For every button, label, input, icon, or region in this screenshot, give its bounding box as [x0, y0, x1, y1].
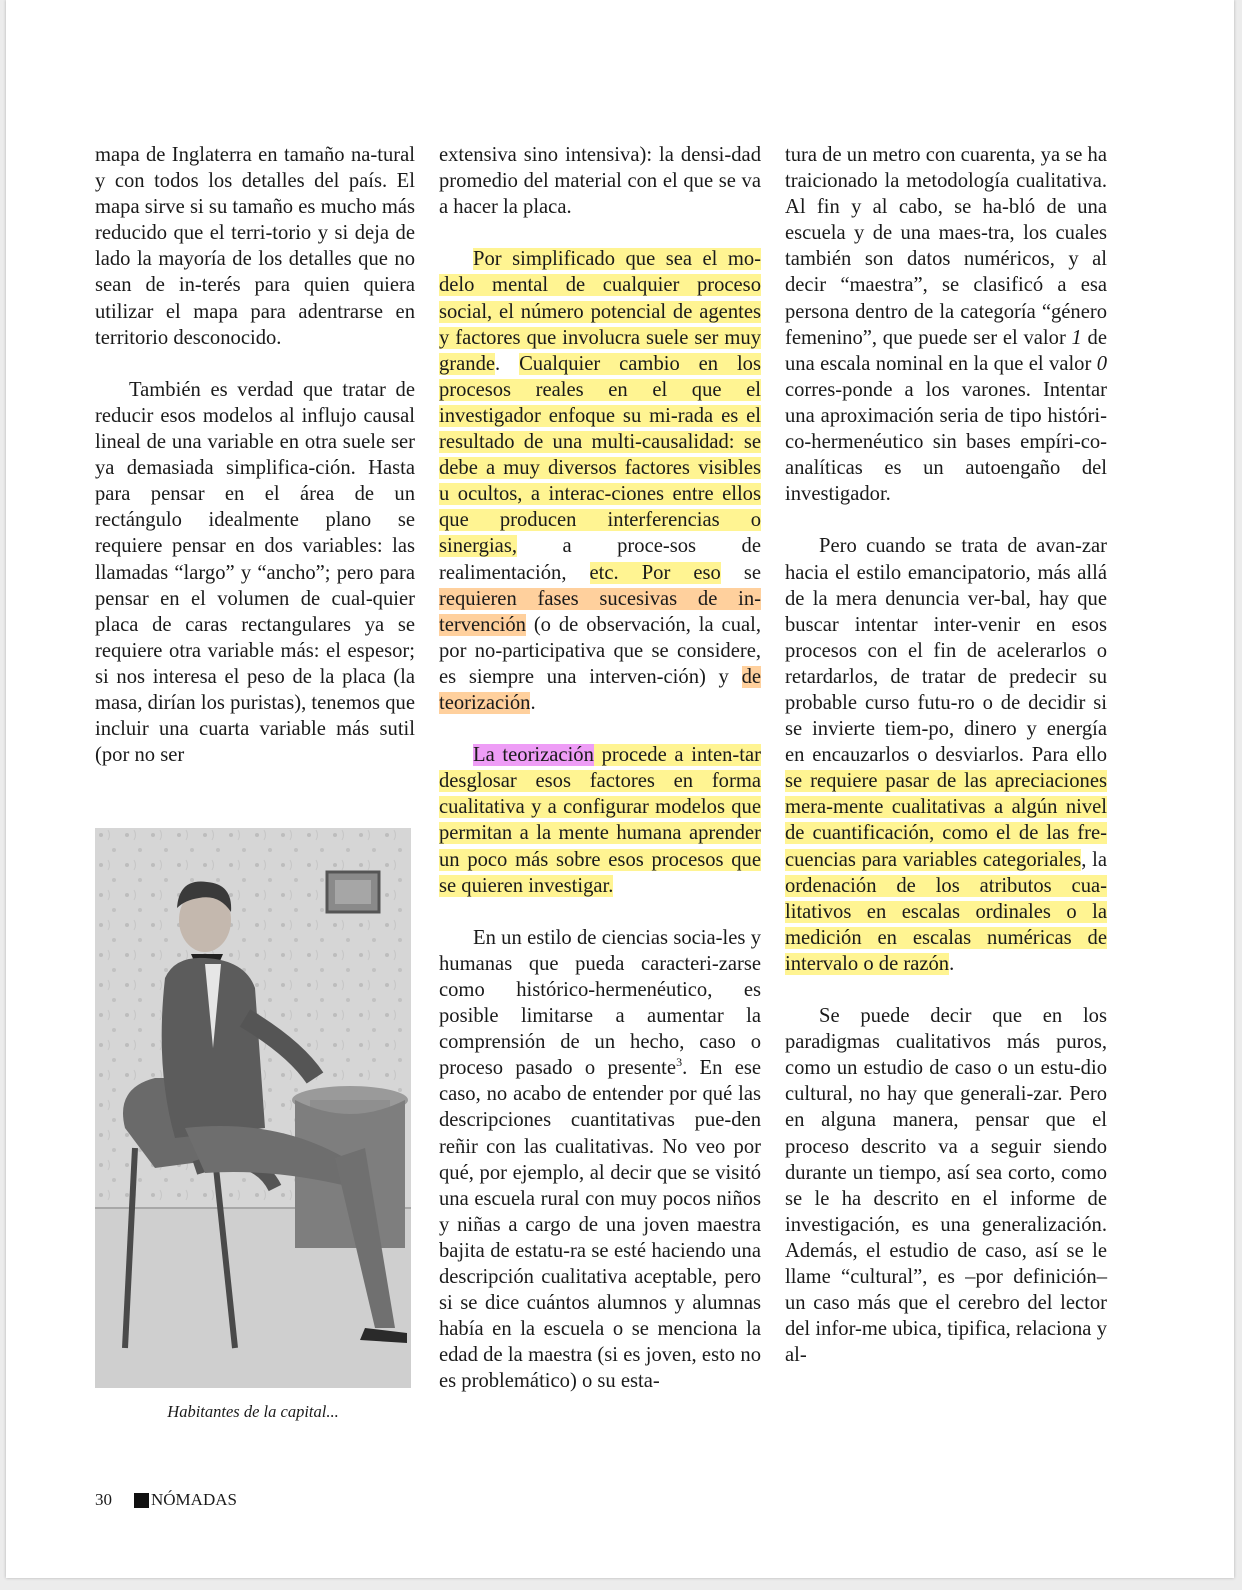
illustration-seated-man [95, 828, 411, 1388]
text-run: se [720, 561, 761, 584]
text-run: . [495, 352, 520, 375]
paragraph: extensiva sino intensiva): la densi-dad promedio del material con el que se va a hacer la placa. [439, 144, 761, 219]
paragraph: Se puede decir que en los paradigmas cualitativos más puros, como un estudio de caso o un estu-dio cultural, no hay que generali-zar. Pero en alguna manera, pensar que el proceso descrito va a seguir siendo durante un tiempo, así sea corto, como se le ha descrito en el informe de investigación, es una generalización. Además, el estudio de caso, así se le llame “cultural”, es –por definición– un caso más que el cerebro del lector del infor-me ubica, tipifica, relaciona y al- [785, 1005, 1107, 1367]
paragraph [785, 142, 1107, 507]
highlight-yellow: se requiere pasar de las apreciaciones mera-mente cualitativas a algún nivel de cuantificación, como el de las fre-cuencias para variables categoriales [785, 770, 1107, 871]
journal-name: NÓMADAS [151, 1490, 237, 1509]
text-run: (o de observación, la cual, por no-participativa que se considere, es siempre una interven-ción) y [439, 613, 761, 688]
text-run: a proce-sos de realimentación, [439, 535, 761, 584]
text-run: corres-ponde a los varones. Intentar una aproximación seria de tipo históri-co-hermenéutico sin bases empíri-co-analíticas es un autoengaño del investigador. [785, 378, 1107, 506]
highlight-yellow: ordenación de los atributos cua-litativos en escalas ordinales o la medición en escalas numéricas de intervalo o de razón [785, 874, 1107, 975]
highlight-orange: requieren fases sucesivas de in-tervención [439, 587, 761, 636]
text-column-2 [439, 142, 761, 1421]
paragraph [439, 742, 761, 899]
text-run: . [530, 691, 536, 714]
text-run: En un estilo de ciencias socia-les y humanas que pueda caracteri-zarse como histórico-hermenéutico, es posible limitarse a aumentar la comprensión de un hecho, caso o proceso pasado o presente [439, 926, 761, 1080]
text-run: tura de un metro con cuarenta, ya se ha traicionado la metodología cualitativa. Al fin y al cabo, se ha-bló de una escuela y de una maes-tra, los cuales también son datos numéricos, y al decir “maestra”, se clasificó a esa persona dentro de la categoría “género femenino”, que puede ser el valor [785, 144, 1107, 349]
highlight-yellow: etc. Por eso [589, 561, 721, 584]
page-footer [95, 1490, 237, 1510]
figure-caption: Habitantes de la capital... [167, 1402, 339, 1421]
text-run: . En ese caso, no acabo de entender por qué las descripciones cuantitativas pue-den reñir con las cualitativas. No veo por qué, por ejemplo, al decir que se visitó una escuela rural con muy pocos niños y niñas a cargo de una joven maestra bajita de estatu-ra se esté haciendo una descripción cualitativa aceptable, pero si se dice cuántos alumnos y alumnas había en la escuela o se menciona la edad de la maestra (si es joven, esto no es problemático) o su esta- [439, 1057, 761, 1393]
engraving-image [95, 828, 411, 1388]
paragraph: También es verdad que tratar de reducir esos modelos al influjo causal lineal de una variable en otra suele ser ya demasiada simplifica-ción. Hasta para pensar en el área de un rectángulo idealmente plano se requiere pensar en dos variables: las llamadas “largo” y “ancho”; pero para pensar en el volumen de cual-quier placa de caras rectangulares ya se requiere otra variable más: el espesor; si nos interesa el peso de la placa (la masa, dirían los puristas), tenemos que incluir una cuarta variable más sutil (por no ser [95, 378, 415, 767]
italic-value: 1 [1071, 326, 1082, 349]
italic-value: 0 [1096, 352, 1107, 375]
paragraph: mapa de Inglaterra en tamaño na-tural y con todos los detalles del país. El mapa sirve si su tamaño es mucho más reducido que el terri-torio y si deja de lado la mayoría de los detalles que no sean de in-terés para quien quiera utilizar el mapa para adentrarse en territorio desconocido. [95, 144, 415, 349]
highlight-yellow: procede a inten-tar desglosar esos factores en forma cualitativa y a configurar modelos que permitan a la mente humana aprender un poco más sobre esos procesos que se quieren investigar. [439, 744, 762, 897]
black-square-icon [134, 1493, 149, 1508]
document-page [6, 0, 1234, 1578]
text-run: , la [1081, 848, 1107, 871]
text-run: Pero cuando se trata de avan-zar hacia el estilo emancipatorio, más allá de la mera denuncia ver-bal, hay que buscar intentar inter-venir en esos procesos con el fin de acelerarlos o retardarlos, de tratar de predecir su probable curso futu-ro o de decidir si se invierte tiem-po, dinero y energía en encauzarlos o desviarlos. Para ello [785, 535, 1107, 767]
text-run: . [949, 952, 955, 975]
text-column-3 [785, 142, 1107, 1395]
text-run: de una escala nominal en la que el valor [785, 326, 1107, 375]
highlight-yellow: Por simplificado que sea el mo-delo mental de cualquier proceso social, el número potencial de agentes y factores que involucra suele ser muy grande [439, 248, 761, 375]
highlight-yellow: Cualquier cambio en los procesos reales en el que el investigador enfoque su mi-rada es el resultado de una multi-causalidad: se debe a muy diversos factores visibles u ocultos, a interac-ciones entre ellos que producen interferencias o sinergias, [439, 352, 761, 558]
paragraph [439, 246, 761, 716]
highlight-orange: de teorización [439, 665, 761, 714]
highlight-pink: La teorización [473, 744, 594, 767]
footnote-ref: 3 [676, 1055, 683, 1070]
text-column-1 [95, 142, 415, 794]
paragraph [785, 533, 1107, 977]
paragraph [439, 925, 761, 1395]
page-number: 30 [95, 1490, 112, 1509]
